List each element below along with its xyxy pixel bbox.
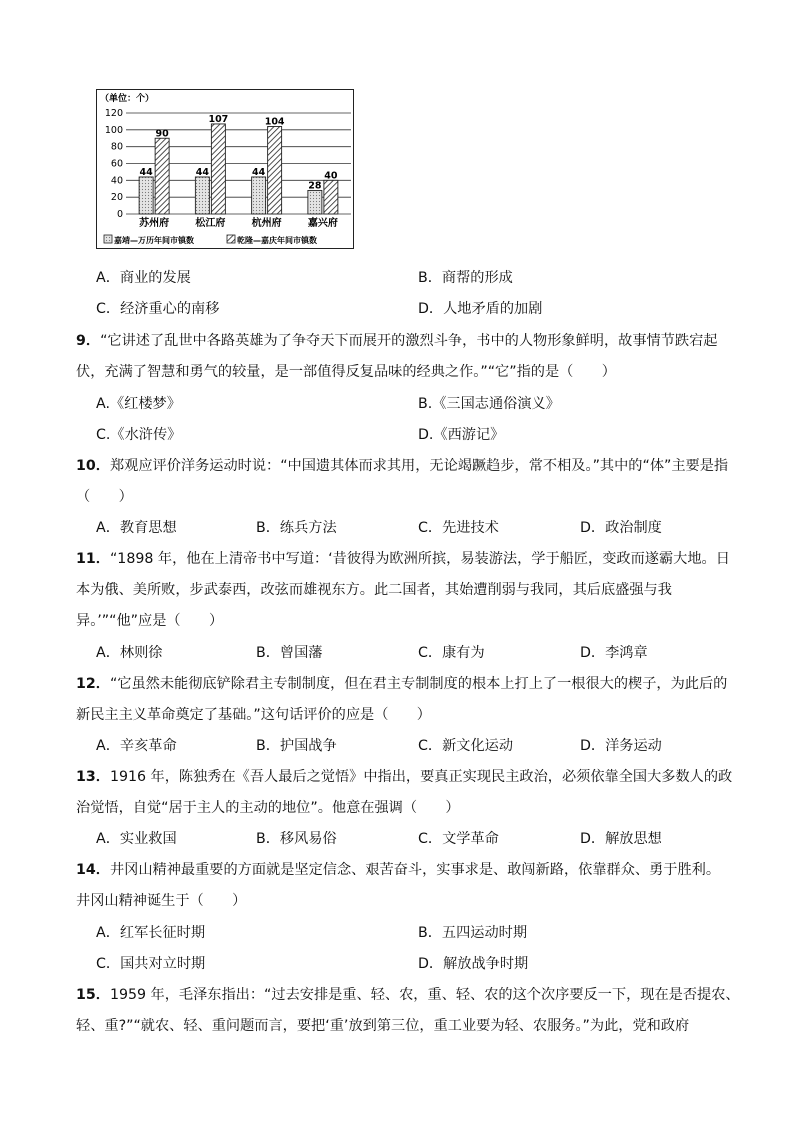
q9-option-b[interactable]: B.《三国志通俗演义》: [418, 396, 560, 412]
category-label: 松江府: [195, 218, 226, 229]
q14-option-b[interactable]: B．五四运动时期: [418, 925, 528, 941]
q9-text-1: “它讲述了乱世中各路英雄为了争夺天下而展开的激烈斗争，书中的人物形象鲜明，故事情节跌宕起: [100, 333, 718, 349]
q14-number: 14．: [76, 862, 110, 878]
q12-option-d[interactable]: D．洋务运动: [580, 738, 662, 754]
y-tick-label: 100: [104, 124, 123, 136]
category-label: 苏州府: [139, 218, 170, 229]
q11-text-3: 异。’”“他”应是（ ）: [76, 613, 224, 629]
q12-line-1: [76, 674, 727, 694]
q12-option-b[interactable]: B．护国战争: [256, 738, 337, 754]
q15-text-2: 轻、重?”“就农、轻、重问题而言，要把‘重’放到第三位，重工业要为轻、农服务。”为此，党和政府: [76, 1018, 690, 1034]
bar-value-label: 107: [208, 113, 229, 125]
legend-swatch: [104, 235, 112, 243]
q12-option-c[interactable]: C．新文化运动: [418, 738, 514, 754]
q12-number: 12．: [76, 676, 110, 692]
q13-option-c[interactable]: C．文学革命: [418, 831, 499, 847]
q14-line-1: [76, 860, 720, 880]
y-tick-label: 20: [110, 192, 123, 204]
q8-option-d[interactable]: D．人地矛盾的加剧: [418, 301, 543, 317]
q12-option-a[interactable]: A．辛亥革命: [96, 738, 177, 754]
q10-option-a[interactable]: A．教育思想: [96, 520, 177, 536]
q8-option-c[interactable]: C．经济重心的南移: [96, 301, 220, 317]
q14-text-1: 井冈山精神最重要的方面就是坚定信念、艰苦奋斗，实事求是、敢闯新路，依靠群众、勇于胜利。: [109, 862, 721, 878]
q12-text-1: “它虽然未能彻底铲除君主专制制度，但在君主专制制度的根本上打上了一根很大的楔子，为此后的: [109, 676, 728, 692]
chart-svg: [96, 89, 354, 249]
q10-line-1: [76, 456, 728, 476]
bar-value-label: 28: [308, 180, 322, 192]
q11-option-a[interactable]: A．林则徐: [96, 645, 163, 661]
bar-value-label: 40: [324, 170, 338, 182]
q10-text-1: 郑观应评价洋务运动时说：“中国遗其体而求其用，无论竭蹶趋步，常不相及。”其中的“体”主要是指: [109, 458, 729, 474]
q13-option-d[interactable]: D．解放思想: [580, 831, 662, 847]
q9-option-a[interactable]: A.《红楼梦》: [96, 396, 181, 412]
q13-text-1: 1916 年，陈独秀在《吾人最后之觉悟》中指出，要真正实现民主政治，必须依靠全国大多数人的政: [109, 769, 733, 785]
q12-text-2: 新民主主义革命奠定了基础。”这句话评价的应是（ ）: [76, 707, 431, 723]
bar-jiajing-wanli: [139, 177, 153, 214]
q10-text-2: （ ）: [76, 489, 133, 505]
q9-number: 9．: [76, 333, 101, 349]
legend-label: 嘉靖—万历年间市镇数: [114, 236, 194, 245]
bar-value-label: 90: [155, 128, 169, 140]
q13-line-1: [76, 767, 732, 787]
q9-text-2: 伏，充满了智慧和勇气的较量，是一部值得反复品味的经典之作。”“它”指的是（ ）: [76, 364, 616, 380]
bar-qianlong-jiaqing: [211, 124, 225, 214]
bar-qianlong-jiaqing: [268, 126, 282, 214]
q11-number: 11．: [76, 551, 110, 567]
q10-option-c[interactable]: C．先进技术: [418, 520, 499, 536]
q11-option-c[interactable]: C．康有为: [418, 645, 485, 661]
bar-value-label: 104: [264, 116, 285, 128]
y-tick-label: 40: [110, 175, 123, 187]
chart-unit-label: （单位：个）: [100, 94, 155, 104]
q13-number: 13．: [76, 769, 110, 785]
q11-line-1: [76, 549, 730, 569]
q14-option-d[interactable]: D．解放战争时期: [418, 956, 529, 972]
q10-number: 10．: [76, 458, 110, 474]
q15-line-1: [76, 985, 740, 1005]
q10-option-d[interactable]: D．政治制度: [580, 520, 662, 536]
q15-text-1: 1959 年，毛泽东指出：“过去安排是重、轻、农，重、轻、农的这个次序要反一下，现在是否提农、: [109, 987, 740, 1003]
bar-value-label: 44: [195, 166, 209, 178]
q15-number: 15．: [76, 987, 110, 1003]
q14-option-a[interactable]: A．红军长征时期: [96, 925, 206, 941]
q9-line-1: [76, 331, 717, 351]
y-tick-label: 120: [104, 108, 123, 119]
q13-text-2: 治觉悟，自觉“居于主人的主动的地位”。他意在强调（ ）: [76, 800, 460, 816]
category-label: 嘉兴府: [307, 218, 338, 229]
y-tick-label: 80: [110, 141, 123, 153]
bar-qianlong-jiaqing: [155, 138, 169, 214]
category-label: 杭州府: [251, 218, 282, 229]
q11-option-d[interactable]: D．李鸿章: [580, 645, 648, 661]
y-tick-label: 60: [110, 158, 123, 170]
q11-text-1: “1898 年，他在上清帝书中写道：‘昔彼得为欧洲所摈，易装游法，学于船匠，变政而遂霸大地。日: [109, 551, 730, 567]
bar-jiajing-wanli: [252, 177, 266, 214]
q13-option-b[interactable]: B．移风易俗: [256, 831, 337, 847]
q9-option-c[interactable]: C.《水浒传》: [96, 427, 182, 443]
bar-value-label: 44: [139, 166, 153, 178]
bar-value-label: 44: [252, 166, 266, 178]
q9-option-d[interactable]: D.《西游记》: [418, 427, 505, 443]
q13-option-a[interactable]: A．实业救国: [96, 831, 177, 847]
bar-jiajing-wanli: [308, 190, 322, 214]
q10-option-b[interactable]: B．练兵方法: [256, 520, 337, 536]
bar-jiajing-wanli: [195, 177, 209, 214]
legend-label: 乾隆—嘉庆年间市镇数: [237, 236, 317, 245]
legend-swatch: [227, 235, 235, 243]
q14-option-c[interactable]: C．国共对立时期: [96, 956, 206, 972]
q8-option-b[interactable]: B．商帮的形成: [418, 270, 513, 286]
q14-text-2: 井冈山精神诞生于（ ）: [76, 893, 247, 909]
q8-option-a[interactable]: A．商业的发展: [96, 270, 191, 286]
q11-option-b[interactable]: B．曾国藩: [256, 645, 323, 661]
market-town-bar-chart: [96, 89, 354, 249]
y-tick-label: 0: [116, 209, 123, 220]
bar-qianlong-jiaqing: [324, 180, 338, 214]
q11-text-2: 本为俄、美所败，步武泰西，改弦而雄视东方。此二国者，其始遭削弱与我同，其后底盛强与我: [76, 582, 672, 598]
